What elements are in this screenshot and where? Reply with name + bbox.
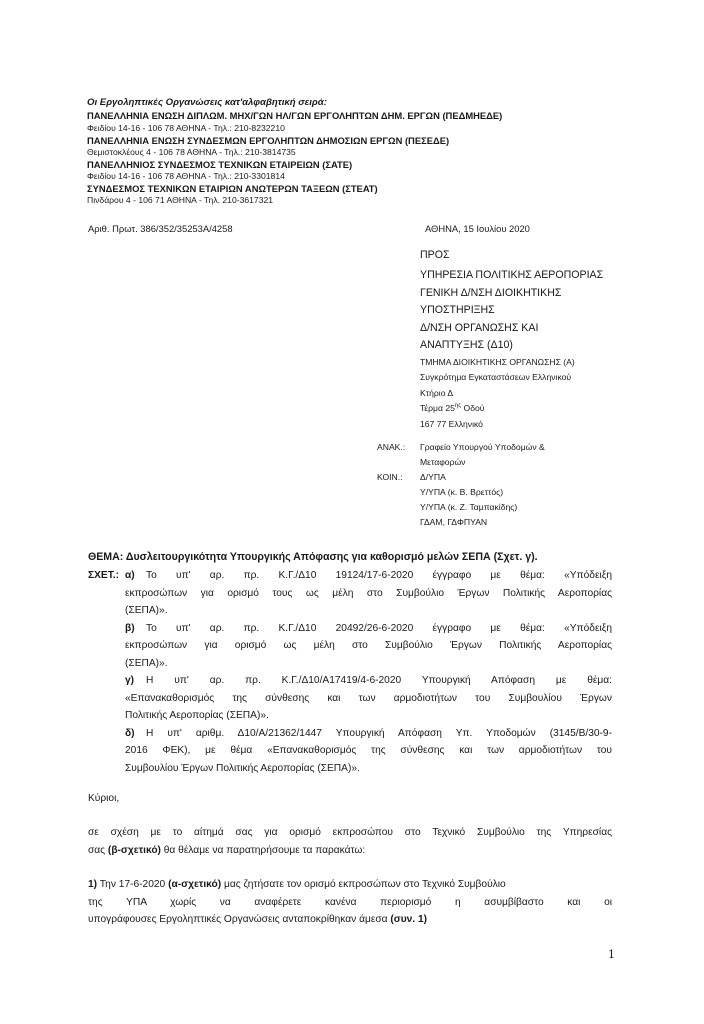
ref-b-line1: Το υπ' αρ. πρ. Κ.Γ./Δ10 20492/26-6-2020 έγγραφο με θέμα: «Υπόδειξη [146, 623, 612, 634]
org-name-pedmhede: ΠΑΝΕΛΛΗΝΙΑ ΕΝΩΣΗ ΔΙΠΛΩΜ. ΜΗΧ/ΓΩΝ ΗΛ/ΓΩΝ ΕΡΓΟΛΗΠΤΩΝ ΔΗΜ. ΕΡΓΩΝ (ΠΕΔΜΗΕΔΕ) [87, 110, 503, 121]
intro-line1: σε σχέση με το αίτημά σας για ορισμό εκπροσώπου στο Τεχνικό Συμβούλιο της Υπηρεσίας [88, 827, 612, 838]
recipient-line: ΥΠΟΣΤΗΡΙΞΗΣ [420, 304, 495, 316]
ref-letter-d: δ) [125, 728, 135, 739]
to-label: ΠΡΟΣ [420, 249, 450, 261]
recipient-line: ΥΠΗΡΕΣΙΑ ΠΟΛΙΤΙΚΗΣ ΑΕΡΟΠΟΡΙΑΣ [420, 269, 604, 281]
recipient-street: Τέρμα $25^{\eta\varsigma}$ Οδού [420, 403, 485, 413]
ref-c-line1: Η υπ' αρ. πρ. Κ.Γ./Δ10/Α17419/4-6-2020 Υπουργική Απόφαση με θέμα: [146, 675, 612, 686]
anak-label: ΑΝΑΚ.: [377, 442, 406, 452]
ref-c-line2: «Επανακαθορισμός της σύνθεσης και των αρμοδιοτήτων του Συμβουλίου Έργων [125, 693, 612, 704]
ref-a-line2: εκπροσώπων για ορισμό τους ως μέλη στο Συμβούλιο Έργων Πολιτικής Αεροπορίας [125, 588, 612, 599]
document-date: ΑΘΗΝΑ, 15 Ιουλίου 2020 [425, 223, 530, 234]
koin-line: Υ/ΥΠΑ (κ. Ζ. Ταμπακίδης) [420, 502, 518, 512]
ref-d-line3: Συμβουλίου Έργων Πολιτικής Αεροπορίας (ΣΕΠΑ)». [125, 763, 360, 774]
recipient-dept: ΤΜΗΜΑ ΔΙΟΙΚΗΤΙΚΗΣ ΟΡΓΑΝΩΣΗΣ (Α) [420, 357, 575, 367]
protocol-number: Αριθ. Πρωτ. 386/352/35253Α/4258 [88, 223, 233, 234]
point1-line1: 1) Την 17-6-2020 (α-σχετικό) μας ζητήσατε τον ορισμό εκπροσώπων στο Τεχνικό Συμβούλιο [88, 879, 506, 890]
org-name-pesede: ΠΑΝΕΛΛΗΝΙΑ ΕΝΩΣΗ ΣΥΝΔΕΣΜΩΝ ΕΡΓΟΛΗΠΤΩΝ ΔΗΜΟΣΙΩΝ ΕΡΓΩΝ (ΠΕΣΕΔΕ) [87, 135, 450, 146]
org-address-steat: Πινδάρου 4 - 106 71 ΑΘΗΝΑ - Τηλ. 210-3617321 [87, 195, 274, 205]
ref-b-line3: (ΣΕΠΑ)». [125, 658, 168, 669]
organizations-heading: Οι Εργοληπτικές Οργανώσεις κατ'αλφαβητική σειρά: [87, 97, 327, 108]
ref-letter-b: β) [125, 623, 135, 634]
koin-line: Υ/ΥΠΑ (κ. Β. Βρεττός) [420, 487, 504, 497]
org-name-steat: ΣΥΝΔΕΣΜΟΣ ΤΕΧΝΙΚΩΝ ΕΤΑΙΡΙΩΝ ΑΝΩΤΕΡΩΝ ΤΑΞΕΩΝ (ΣΤΕΑΤ) [87, 183, 378, 194]
recipient-complex: Συγκρότημα Εγκαταστάσεων Ελληνικού [420, 372, 572, 382]
recipient-line: Δ/ΝΣΗ ΟΡΓΑΝΩΣΗΣ ΚΑΙ [420, 322, 539, 334]
koin-line: Δ/ΥΠΑ [420, 472, 446, 482]
org-name-sate: ΠΑΝΕΛΛΗΝΙΟΣ ΣΥΝΔΕΣΜΟΣ ΤΕΧΝΙΚΩΝ ΕΤΑΙΡΕΙΩΝ (ΣΑΤΕ) [87, 159, 353, 170]
page-number: 1 [608, 948, 615, 961]
koin-label: ΚΟΙΝ.: [377, 472, 403, 482]
ref-b-line2: εκπροσώπων για ορισμό ως μέλη στο Συμβούλιο Έργων Πολιτικής Αεροπορίας [125, 640, 612, 651]
references-label: ΣΧΕΤ.: [88, 570, 120, 581]
ref-d-line1: Η υπ' αριθμ. Δ10/Α/21362/1447 Υπουργική Απόφαση Υπ. Υποδομών (3145/Β/30-9- [146, 728, 612, 739]
ref-letter-c: γ) [125, 675, 135, 686]
recipient-line: ΓΕΝΙΚΗ Δ/ΝΣΗ ΔΙΟΙΚΗΤΙΚΗΣ [420, 287, 562, 299]
org-address-pedmhede: Φειδίου 14-16 - 106 78 ΑΘΗΝΑ - Τηλ.: 210-8232210 [87, 123, 285, 133]
ref-d-line2: 2016 ΦΕΚ), με θέμα «Επανακαθορισμός της σύνθεσης και των αρμοδιοτήτων του [125, 745, 612, 756]
org-address-sate: Φειδίου 14-16 - 106 78 ΑΘΗΝΑ - Τηλ.: 210-3301814 [87, 171, 285, 181]
recipient-building: Κτήριο Δ [420, 388, 454, 398]
ref-a-line3: (ΣΕΠΑ)». [125, 605, 168, 616]
recipient-postcode: 167 77 Ελληνικό [420, 419, 483, 429]
koin-line: ΓΔΑΜ, ΓΔΦΠΥΑΝ [420, 517, 488, 527]
salutation: Κύριοι, [88, 793, 120, 804]
intro-line2: σας (β-σχετικό) θα θέλαμε να παρατηρήσουμε τα παρακάτω: [88, 845, 366, 856]
ref-c-line3: Πολιτικής Αεροπορίας (ΣΕΠΑ)». [125, 710, 269, 721]
point1-line3: υπογράφουσες Εργοληπτικές Οργανώσεις ανταποκρίθηκαν άμεσα (συν. 1) [88, 914, 428, 925]
subject-line: ΘΕΜΑ: Δυσλειτουργικότητα Υπουργικής Απόφασης για καθορισμό μελών ΣΕΠΑ (Σχετ. γ). [88, 551, 538, 563]
anak-line: Μεταφορών [420, 457, 466, 467]
point1-line2: της ΥΠΑ χωρίς να αναφέρετε κανένα περιορισμό η ασυμβίβαστο και οι [88, 897, 612, 908]
anak-line: Γραφείο Υπουργού Υποδομών & [420, 442, 545, 452]
ref-a-line1: Το υπ' αρ. πρ. Κ.Γ./Δ10 19124/17-6-2020 έγγραφο με θέμα: «Υπόδειξη [146, 570, 612, 581]
recipient-line: ΑΝΑΠΤΥΞΗΣ (Δ10) [420, 339, 513, 351]
org-address-pesede: Θεμιστοκλέους 4 - 106 78 ΑΘΗΝΑ - Τηλ.: 210-3814735 [87, 147, 296, 157]
ref-letter-a: α) [125, 570, 135, 581]
